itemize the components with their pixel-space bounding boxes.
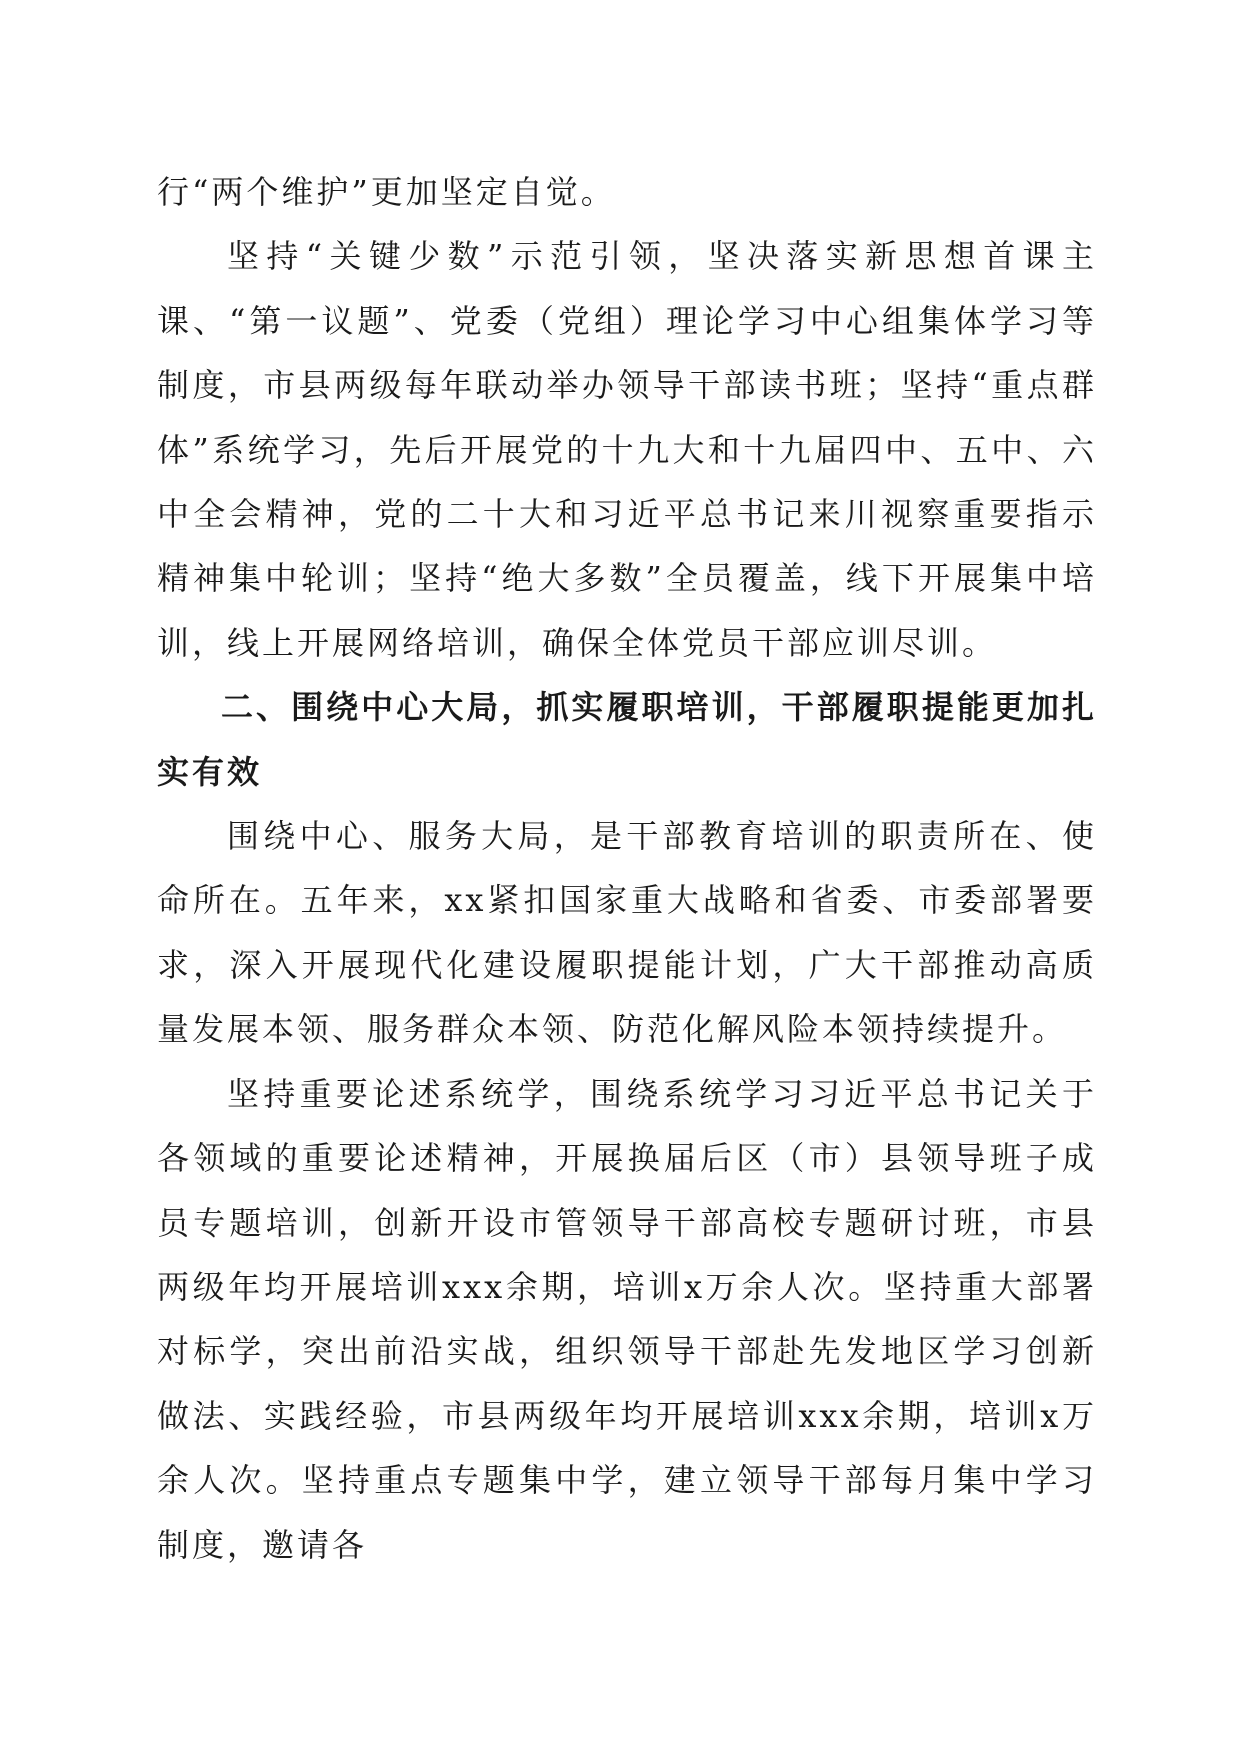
document-body (157, 160, 1097, 1577)
paragraph-key-minority: 坚持“关键少数”示范引领，坚决落实新思想首课主课、“第一议题”、党委（党组）理论学习中心组集体学习等制度，市县两级每年联动举办领导干部读书班；坚持“重点群体”系统学习，先后开展党的十九大和十九届四中、五中、六中全会精神，党的二十大和习近平总书记来川视察重要指示精神集中轮训；坚持“绝大多数”全员覆盖，线下开展集中培训，线上开展网络培训，确保全体党员干部应训尽训。 (157, 237, 1097, 662)
paragraph-systematic-study: 坚持重要论述系统学，围绕系统学习习近平总书记关于各领域的重要论述精神，开展换届后区（市）县领导班子成员专题培训，创新开设市管领导干部高校专题研讨班，市县两级年均开展培训xxx余期，培训x万余人次。坚持重大部署对标学，突出前沿实战，组织领导干部赴先发地区学习创新做法、实践经验，市县两级年均开展培训xxx余期，培训x万余人次。坚持重点专题集中学，建立领导干部每月集中学习制度，邀请各 (157, 1074, 1097, 1564)
paragraph-serve-center: 围绕中心、服务大局，是干部教育培训的职责所在、使命所在。五年来，xx紧扣国家重大战略和省委、市委部署要求，深入开展现代化建设履职提能计划，广大干部推动高质量发展本领、服务群众本领、防范化解风险本领持续提升。 (157, 817, 1097, 1049)
paragraph-continued: 行“两个维护”更加坚定自觉。 (157, 173, 616, 211)
section-heading-2: 二、围绕中心大局，抓实履职培训，干部履职提能更加扎实有效 (157, 688, 1097, 791)
